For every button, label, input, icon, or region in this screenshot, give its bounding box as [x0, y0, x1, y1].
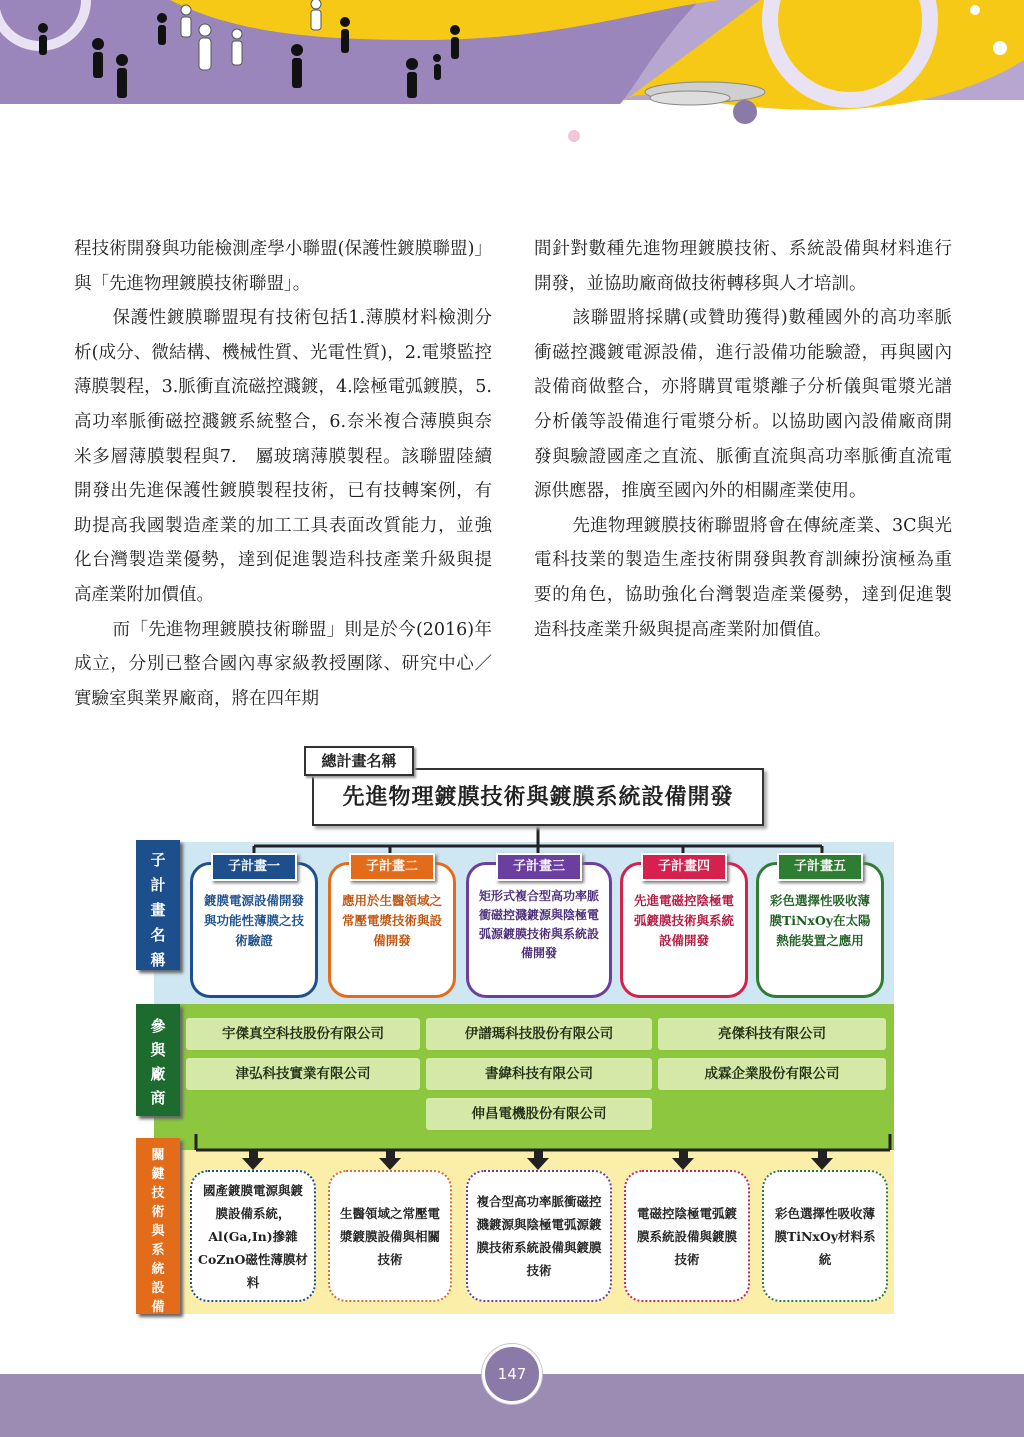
- page-number: 147: [482, 1344, 542, 1404]
- right-text-column: [534, 232, 952, 647]
- side-char: 計: [150, 876, 166, 894]
- paragraph: 該聯盟將採購(或贊助獲得)數種國外的高功率脈衝磁控濺鍍電源設備，進行設備功能驗證，再與國內設備商做整合，亦將購買電漿離子分析儀與電漿光譜分析儀等設備進行電漿分析。以協助國內設備廠商開發與驗證國產之直流、脈衝直流與高功率脈衝直流電源供應器，推廣至國內外的相關產業使用。: [534, 308, 952, 502]
- subproject-1-tag: 子計畫一: [211, 853, 297, 881]
- company-item: 伸昌電機股份有限公司: [426, 1098, 652, 1130]
- subproject-2: [328, 859, 456, 998]
- side-char: 廠: [150, 1065, 166, 1083]
- technology-item-3: 複合型高功率脈衝磁控濺鍍源與陰極電弧源鍍膜技術系統設備與鍍膜技術: [466, 1170, 612, 1302]
- company-item: 伊譜瑪科技股份有限公司: [426, 1018, 652, 1050]
- subproject-1: [190, 859, 318, 998]
- side-char: 與: [151, 1224, 165, 1239]
- header-decoration: [0, 0, 1024, 150]
- subproject-3: [466, 859, 612, 998]
- side-char: 鍵: [151, 1167, 165, 1182]
- side-char: 設: [151, 1281, 165, 1296]
- side-char: 關: [151, 1148, 165, 1163]
- paragraph: 間針對數種先進物理鍍膜技術、系統設備與材料進行開發，並協助廠商做技術轉移與人才培訓。: [534, 239, 952, 294]
- subproject-4-tag: 子計畫四: [641, 853, 727, 881]
- subproject-3-text: 矩形式複合型高功率脈衝磁控濺鍍源與陰極電弧源鍍膜技術與系統設備開發: [478, 889, 599, 960]
- side-label-companies: [136, 1004, 180, 1116]
- side-char: 系: [151, 1243, 165, 1258]
- left-text-column: [74, 232, 492, 716]
- paragraph: 而「先進物理鍍膜技術聯盟」則是於今(2016)年成立，分別已整合國內專家級教授團隊、研究中心／實驗室與業界廠商，將在四年期: [74, 619, 492, 709]
- company-item: 亮傑科技有限公司: [658, 1018, 886, 1050]
- project-structure-diagram: [128, 742, 900, 1322]
- subproject-5-tag: 子計畫五: [777, 853, 863, 881]
- subproject-5: [756, 859, 884, 998]
- side-label-projects: [136, 840, 180, 970]
- side-char: 稱: [150, 951, 166, 969]
- side-char: 名: [150, 926, 166, 944]
- subproject-5-text: 彩色選擇性吸收薄膜TiNxOy在太陽熱能裝置之應用: [769, 893, 871, 948]
- side-char: 備: [151, 1300, 165, 1315]
- side-char: 商: [150, 1089, 166, 1107]
- side-label-technologies: [136, 1138, 180, 1314]
- subproject-1-text: 鍍膜電源設備開發與功能性薄膜之技術驗證: [203, 893, 304, 948]
- technology-item-5: 彩色選擇性吸收薄膜TiNxOy材料系統: [762, 1170, 888, 1302]
- page-header-banner: [0, 0, 1024, 150]
- side-char: 參: [150, 1017, 166, 1035]
- side-char: 與: [150, 1041, 166, 1059]
- subproject-3-tag: 子計畫三: [496, 853, 582, 881]
- company-item: 成霖企業股份有限公司: [658, 1058, 886, 1090]
- subproject-2-text: 應用於生醫領域之常壓電漿技術與設備開發: [341, 893, 442, 948]
- company-item: 書緯科技有限公司: [426, 1058, 652, 1090]
- side-char: 技: [151, 1186, 165, 1201]
- side-char: 統: [151, 1262, 165, 1277]
- technology-item-2: 生醫領域之常壓電漿鍍膜設備與相關技術: [328, 1170, 452, 1302]
- paragraph: 先進物理鍍膜技術聯盟將會在傳統產業、3C與光電科技業的製造生產技術開發與教育訓練扮演極為重要的角色，協助強化台灣製造產業優勢，達到促進製造科技產業升級與提高產業附加價值。: [534, 515, 952, 640]
- technology-item-1: 國產鍍膜電源與鍍膜設備系統，Al(Ga,In)摻雜CoZnO磁性薄膜材料: [190, 1170, 316, 1302]
- main-project-title: 先進物理鍍膜技術與鍍膜系統設備開發: [312, 768, 764, 826]
- side-char: 術: [151, 1205, 165, 1220]
- subproject-4: [620, 859, 748, 998]
- subproject-4-text: 先進電磁控陰極電弧鍍膜技術與系統設備開發: [633, 893, 734, 948]
- paragraph: 程技術開發與功能檢測產學小聯盟(保護性鍍膜聯盟)」與「先進物理鍍膜技術聯盟」。: [74, 239, 492, 294]
- main-project-label: 總計畫名稱: [304, 746, 414, 776]
- side-char: 畫: [150, 901, 166, 919]
- company-item: 津弘科技實業有限公司: [186, 1058, 420, 1090]
- technology-item-4: 電磁控陰極電弧鍍膜系統設備與鍍膜技術: [624, 1170, 750, 1302]
- company-item: 宇傑真空科技股份有限公司: [186, 1018, 420, 1050]
- side-char: 子: [150, 851, 166, 869]
- subproject-2-tag: 子計畫二: [349, 853, 435, 881]
- paragraph: 保護性鍍膜聯盟現有技術包括1.薄膜材料檢測分析(成分、微結構、機械性質、光電性質)，2.電漿監控薄膜製程，3.脈衝直流磁控濺鍍，4.陰極電弧鍍膜，5.高功率脈衝磁控濺鍍系統整合，6.奈米複合薄膜與奈米多層薄膜製程與7. 屬玻璃薄膜製程。該聯盟陸續開發出先進保護性鍍膜製程技術，已有技轉案例，有助提高我國製造產業的加工工具表面改質能力，並強化台灣製造業優勢，達到促進製造科技產業升級與提高產業附加價值。: [74, 308, 492, 605]
